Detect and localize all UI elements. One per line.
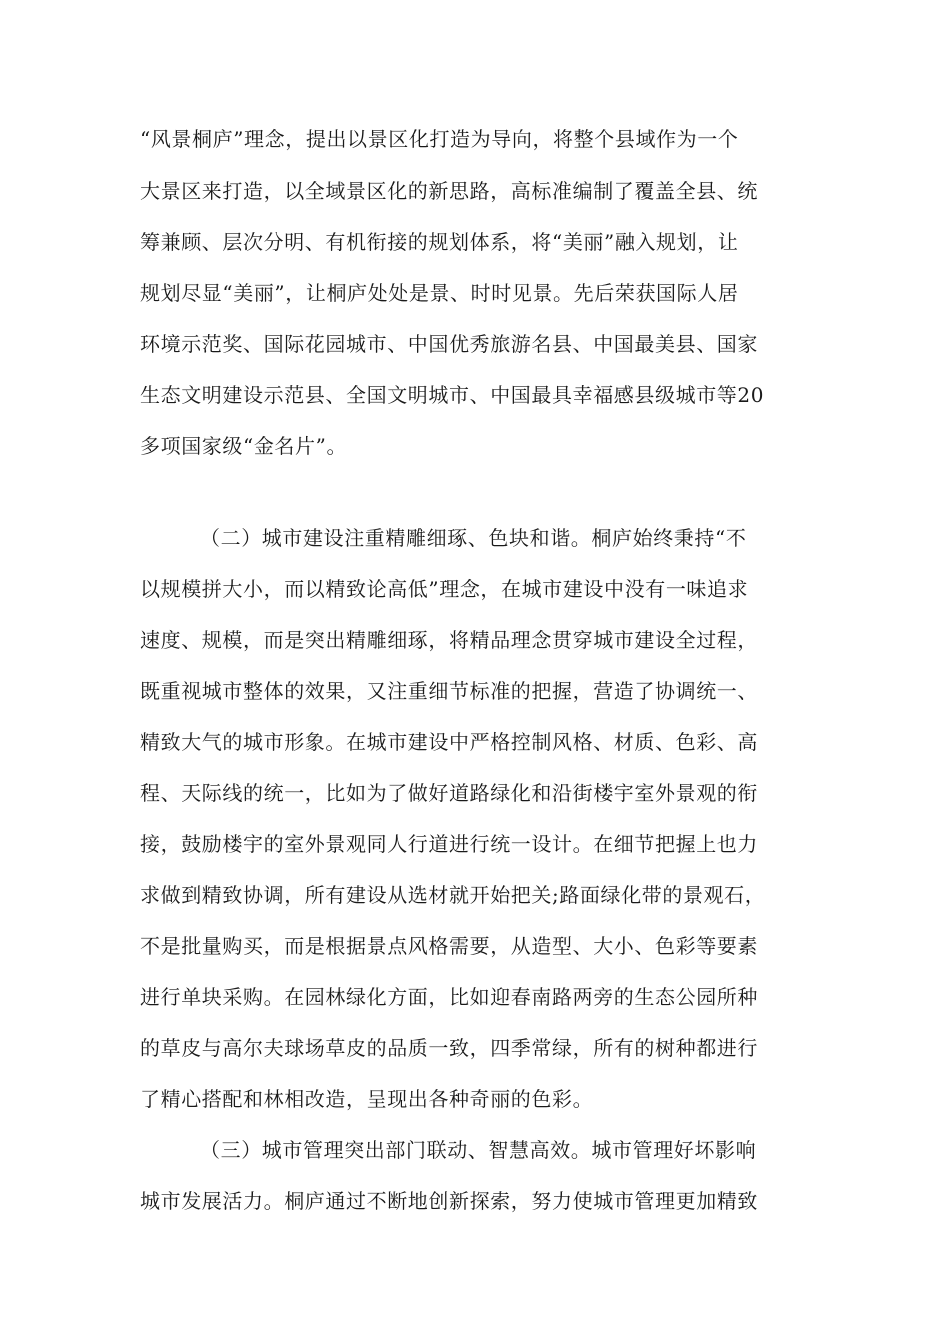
paragraph-2-line-11: 的草皮与高尔夫球场草皮的品质一致，四季常绿，所有的树种都进行 [140,1036,758,1060]
paragraph-2-line-4: 既重视城市整体的效果，又注重细节标准的把握，营造了协调统一、 [140,679,758,703]
paragraph-1-line-1: “风景桐庐”理念，提出以景区化打造为导向，将整个县域作为一个 [140,127,739,151]
paragraph-2-line-2: 以规模拼大小，而以精致论高低”理念，在城市建设中没有一味追求 [140,577,749,601]
paragraph-2-line-10: 进行单块采购。在园林绿化方面，比如迎春南路两旁的生态公园所种 [140,985,758,1009]
paragraph-3-line-1: （三）城市管理突出部门联动、智慧高效。城市管理好坏影响 [200,1138,757,1162]
paragraph-2-line-12: 了精心搭配和林相改造，呈现出各种奇丽的色彩。 [140,1087,594,1111]
paragraph-3-line-2: 城市发展活力。桐庐通过不断地创新探索，努力使城市管理更加精致 [140,1189,758,1213]
paragraph-2-line-9: 不是批量购买，而是根据景点风格需要，从造型、大小、色彩等要素 [140,934,758,958]
paragraph-2-line-5: 精致大气的城市形象。在城市建设中严格控制风格、材质、色彩、高 [140,730,758,754]
paragraph-1-line-4: 规划尽显“美丽”，让桐庐处处是景、时时见景。先后荣获国际人居 [140,281,739,305]
paragraph-2-line-3: 速度、规模，而是突出精雕细琢，将精品理念贯穿城市建设全过程， [140,628,758,652]
paragraph-1-line-6: 生态文明建设示范县、全国文明城市、中国最具幸福感县级城市等20 [140,383,765,407]
paragraph-1-line-2: 大景区来打造，以全域景区化的新思路，高标准编制了覆盖全县、统 [140,179,758,203]
paragraph-1-line-3: 筹兼顾、层次分明、有机衔接的规划体系，将“美丽”融入规划，让 [140,230,739,254]
paragraph-2-line-1: （二）城市建设注重精雕细琢、色块和谐。桐庐始终秉持“不 [200,526,747,550]
paragraph-1-line-5: 环境示范奖、国际花园城市、中国优秀旅游名县、中国最美县、国家 [140,332,758,356]
paragraph-1-line-7: 多项国家级“金名片”。 [140,434,348,458]
paragraph-2-line-7: 接，鼓励楼宇的室外景观同人行道进行统一设计。在细节把握上也力 [140,832,758,856]
paragraph-2-line-8: 求做到精致协调，所有建设从选材就开始把关;路面绿化带的景观石， [140,883,766,907]
paragraph-2-line-6: 程、天际线的统一，比如为了做好道路绿化和沿街楼宇室外景观的衔 [140,781,758,805]
